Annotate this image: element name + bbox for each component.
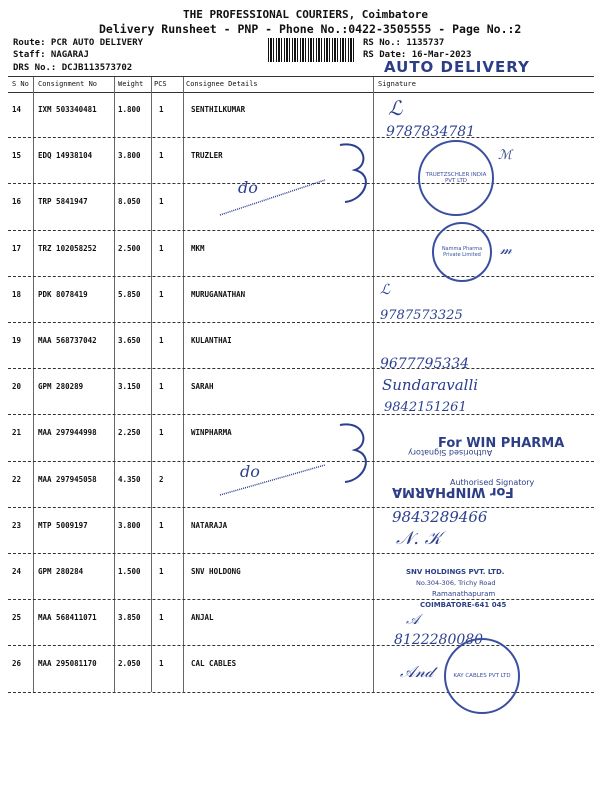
col-consignment: Consignment No [38,80,98,88]
row-consignee: CAL CABLES [191,659,237,669]
handwritten-name-20: Sundaravalli [382,376,479,394]
signature-26: 𝒜𝓃𝒹 [400,662,434,681]
handwritten-phone-20: 9842151261 [384,400,467,415]
row-sno: 16 [12,197,22,207]
auto-delivery-stamp: AUTO DELIVERY [384,58,530,76]
table-row [0,554,600,600]
row-pcs: 1 [159,243,164,253]
kay-cables-stamp: KAY CABLES PVT LTD [444,638,520,714]
row-pcs: 1 [159,197,164,207]
row-sno: 20 [12,382,22,392]
row-pcs: 1 [159,567,164,576]
row-consignee: SNV HOLDONG [191,567,241,576]
row-weight: 3.800 [118,520,141,530]
handwritten-phone-19: 9677795334 [380,356,470,372]
winpharma-stamp-1: For WIN PHARMA [438,436,565,451]
row-sno: 22 [12,474,22,484]
document-title: THE PROFESSIONAL COURIERS, Coimbatore [183,8,429,21]
table-row [0,323,600,369]
winpharma-stamp-2: For WINPHARMA [392,484,514,499]
row-consignment-no: GPM 280289 [38,382,84,392]
row-pcs: 1 [159,151,164,161]
row-consignee: SARAH [191,382,214,392]
col-signature: Signature [378,80,416,88]
row-sno: 26 [12,659,22,669]
row-weight: 3.850 [118,613,141,623]
row-consignment-no: IXM 503340481 [38,105,97,114]
snv-stamp-line-3: Ramanathapuram [432,590,496,598]
row-consignment-no: MTP 5009197 [38,520,88,530]
table-row [0,508,600,554]
row-weight: 3.650 [118,336,141,345]
row-pcs: 1 [159,613,164,623]
row-pcs: 1 [159,336,164,345]
document-subtitle: Delivery Runsheet - PNP - Phone No.:0422-3505555 - Page No.:2 [99,22,522,36]
row-weight: 8.050 [118,197,141,207]
rs-date: RS Date: 16-Mar-2023 [363,50,472,60]
handwritten-phone-23: 9843289466 [392,508,488,526]
row-sno: 15 [12,151,22,161]
signature-25: 𝒜 [406,612,420,628]
row-consignment-no: MAA 295081170 [38,659,97,669]
row-sno: 23 [12,520,22,530]
row-sno: 25 [12,613,22,623]
row-consignment-no: MAA 297945058 [38,474,97,484]
row-weight: 2.500 [118,243,141,253]
row-weight: 2.050 [118,659,141,669]
ditto-text-22: do [240,462,260,481]
signature-18: ℒ [380,282,391,298]
table-row [0,600,600,646]
row-pcs: 1 [159,289,164,299]
winpharma-signatory-2: Authorised Signatory [450,478,535,487]
row-consignee: WINPHARMA [191,428,232,438]
row-pcs: 2 [159,474,164,484]
handwritten-phone-14: 9787834781 [386,124,476,140]
row-consignee: MKM [191,243,205,253]
table-row [0,92,600,138]
row-consignee: ANJAL [191,613,214,623]
row-pcs: 1 [159,520,164,530]
row-consignee: NATARAJA [191,520,228,530]
row-pcs: 1 [159,428,164,438]
row-consignment-no: PDK 8078419 [38,289,88,299]
handwritten-phone-18: 9787573325 [380,308,463,323]
row-weight: 4.350 [118,474,141,484]
truetzschler-stamp: TRUETZSCHLER INDIA PVT LTD [418,140,494,216]
row-weight: 1.800 [118,105,141,114]
snv-stamp-line-1: SNV HOLDINGS PVT. LTD. [406,568,505,576]
row-consignment-no: MAA 297944998 [38,428,97,438]
row-weight: 2.250 [118,428,141,438]
row-sno: 18 [12,289,22,299]
row-sno: 17 [12,243,22,253]
drs-number: DRS No.: DCJB113573702 [13,63,133,73]
row-consignment-no: TRP 5841947 [38,197,88,207]
row-weight: 3.800 [118,151,141,161]
ditto-mark-21-22 [215,420,375,500]
col-weight: Weight [118,80,144,88]
staff-label: Staff: NAGARAJ [13,50,89,60]
snv-stamp-line-4: COIMBATORE-641 045 [420,601,507,609]
handwritten-phone-25: 8122280080 [394,632,484,648]
row-consignment-no: MAA 568737042 [38,336,97,345]
col-consignee: Consignee Details [186,80,258,88]
row-consignment-no: GPM 280284 [38,567,84,576]
winpharma-signatory-1: Authorised Signatory [408,448,493,457]
row-weight: 1.500 [118,567,141,576]
barcode [268,38,354,62]
table-row [0,277,600,323]
row-weight: 3.150 [118,382,141,392]
row-consignment-no: EDQ 14938104 [38,151,93,161]
row-sno: 19 [12,336,22,345]
row-pcs: 1 [159,659,164,669]
row-consignee: MURUGANATHAN [191,289,246,299]
snv-stamp-line-2: No.304-306, Trichy Road [416,579,496,587]
namma-pharma-stamp: Namma Pharma Private Limited [432,222,492,282]
row-pcs: 1 [159,382,164,392]
row-consignee: TRUZLER [191,151,223,161]
row-sno: 24 [12,567,22,576]
signature-14: ℒ [388,96,403,120]
col-sno: S No [12,80,29,88]
col-pcs: PCS [154,80,167,88]
row-pcs: 1 [159,105,164,114]
route-label: Route: PCR AUTO DELIVERY [13,38,144,48]
row-sno: 21 [12,428,22,438]
signature-15: ℳ [498,148,512,163]
row-consignment-no: MAA 568411071 [38,613,97,623]
signature-17: 𝓂 [500,242,512,258]
rs-number: RS No.: 1135737 [363,38,445,48]
row-weight: 5.850 [118,289,141,299]
row-consignment-no: TRZ 102058252 [38,243,97,253]
ditto-text-16: do [238,178,258,197]
signature-23: 𝒩. 𝒦 [396,528,442,549]
row-consignee: KULANTHAI [191,336,232,345]
row-sno: 14 [12,105,22,114]
row-consignee: SENTHILKUMAR [191,105,246,114]
table-row [0,369,600,415]
